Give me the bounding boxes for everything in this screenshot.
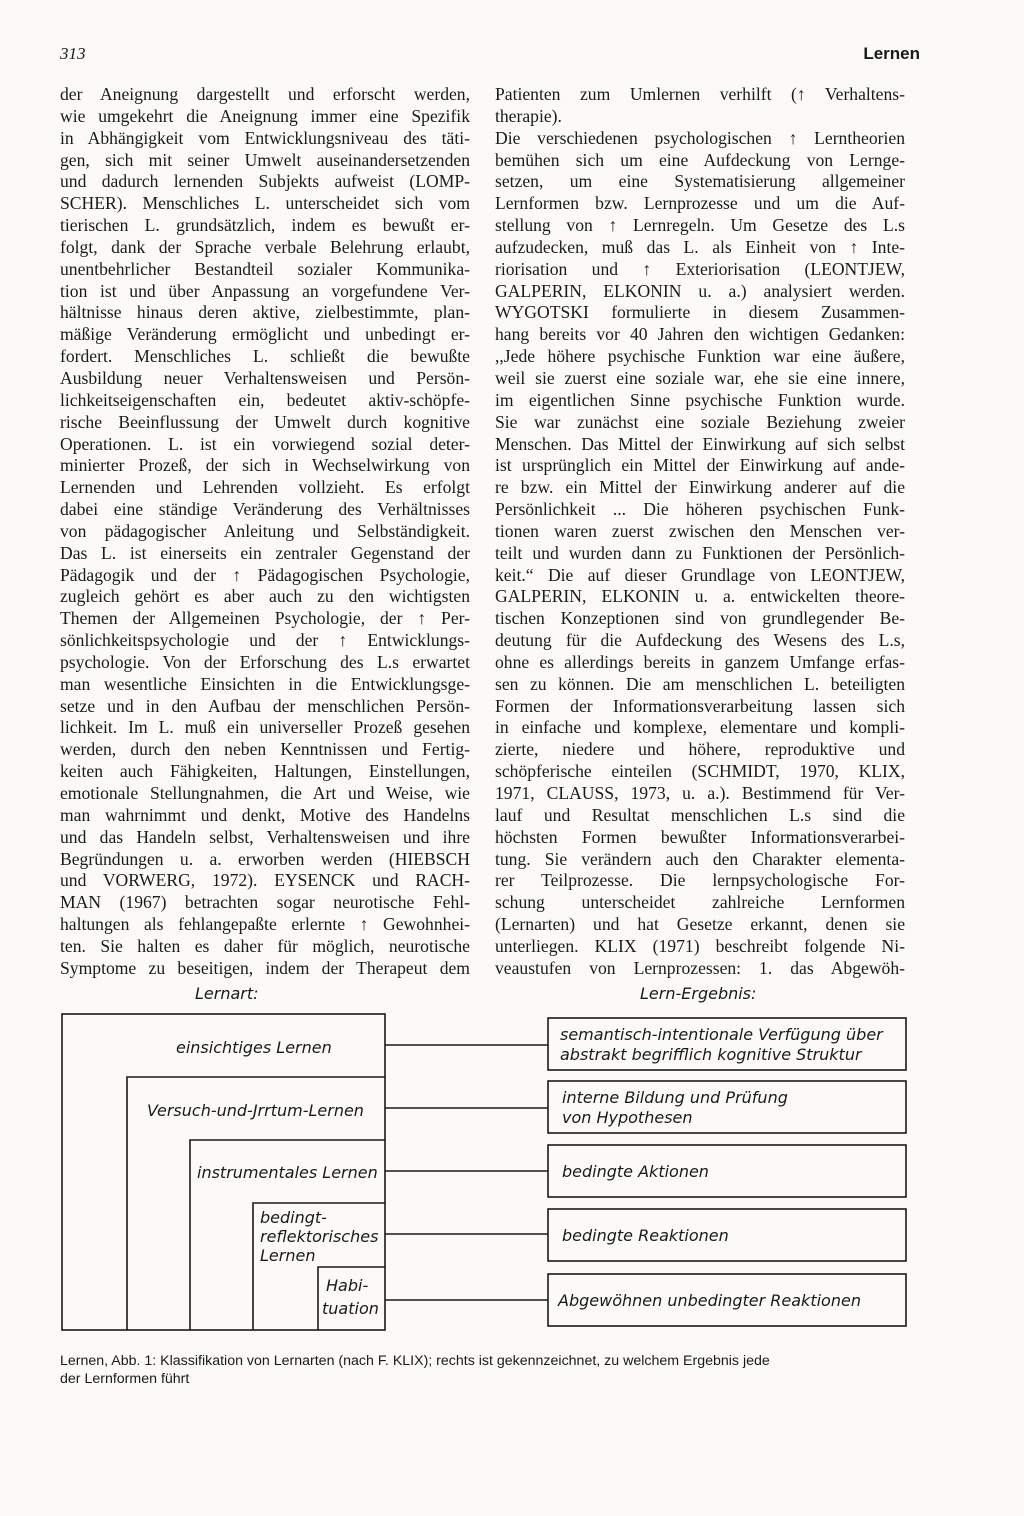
left-column-line: Themen der Allgemeinen Psychologie, der ↑ Per- [60, 608, 470, 629]
ergebnis-5-line-1: Abgewöhnen unbedingter Reaktionen [558, 1291, 861, 1310]
left-column-line: ten. Sie halten es daher für möglich, neurotische [60, 935, 470, 956]
caption-line-1: Lernen, Abb. 1: Klassifikation von Lernarten (nach F. KLIX); rechts ist gekennzeichnet, zu welchem Ergebnis jede [60, 1353, 770, 1369]
right-column-line: Menschen. Das Mittel der Einwirkung auf sich selbst [495, 433, 905, 454]
left-column-line: rische Beeinflussung der Umwelt durch kognitive [60, 411, 470, 432]
right-column-line: unterliegen. KLIX (1971) beschreibt folgende Ni- [495, 935, 905, 956]
right-column [495, 84, 905, 980]
page-number: 313 [60, 44, 86, 63]
left-column-line: Pädagogik und der ↑ Pädagogischen Psychologie, [60, 564, 470, 585]
right-column-line: hang bereits vor 40 Jahren den wichtigen Gedanken: [495, 324, 905, 345]
right-column-line: therapie). [495, 105, 562, 126]
right-column-line: setzen, um eine Systematisierung allgemeiner [495, 171, 905, 192]
ergebnis-1-line-2: abstrakt begrifflich kognitive Struktur [560, 1045, 862, 1064]
ergebnis-1-line-1: semantisch-intentionale Verfügung über [560, 1025, 883, 1044]
right-column-line: Sie war zunächst eine soziale Beziehung zweier [495, 411, 905, 432]
left-column-line: hältnisse hinaus deren aktive, zielbestimmte, plan- [60, 302, 470, 323]
right-column-line: lauf und Resultat menschlichen L.s sind die [495, 804, 905, 825]
caption-line-2: der Lernformen führt [60, 1371, 190, 1387]
lernart-3-line-1: instrumentales Lernen [197, 1163, 378, 1182]
right-column-line: aufzudecken, muß das L. als Einheit von ↑ Inte- [495, 236, 905, 257]
right-column-line: WYGOTSKI formulierte in diesem Zusammen- [495, 302, 905, 323]
left-column-line: minierter Prozeß, der sich in Wechselwirkung von [60, 455, 470, 476]
left-column-line: tion ist und über Anpassung an vorgefundene Ver- [60, 280, 470, 301]
left-column-line: von pädagogischer Anleitung und Selbständigkeit. [60, 520, 470, 541]
ergebnis-3-line-1: bedingte Aktionen [562, 1162, 709, 1181]
right-column-line: ist ursprünglich ein Mittel der Einwirkung auf ande- [495, 455, 905, 476]
right-column-line: bemühen sich um eine Aufdeckung von Lernge- [495, 149, 905, 170]
ergebnis-2-line-1: interne Bildung und Prüfung [562, 1088, 788, 1107]
lernart-4-line-3: Lernen [260, 1246, 316, 1265]
right-column-line: tischen Konzeptionen sind von grundlegender Be- [495, 608, 905, 629]
left-column-line: wie umgekehrt die Aneignung immer eine Spezifik [60, 105, 470, 126]
figure-caption [60, 1352, 940, 1388]
right-column-line: zierte, niedere und höhere, reproduktive und [495, 739, 905, 760]
lernarten-diagram [0, 980, 1024, 1360]
left-column-line: MAN (1967) betrachten sogar neurotische Fehl- [60, 892, 470, 913]
left-column-line: Operationen. L. ist ein vorwiegend sozial deter- [60, 433, 470, 454]
left-column-line: folgt, dank der Sprache verbale Belehrung erlaubt, [60, 236, 470, 257]
running-head: Lernen [863, 44, 920, 63]
right-column-line: ,,Jede höhere psychische Funktion war eine äußere, [495, 346, 905, 367]
right-column-line: Lernformen bzw. Lernprozesse und um die Auf- [495, 193, 905, 214]
left-column-line: lichkeit. Im L. muß ein universeller Prozeß gesehen [60, 717, 470, 738]
right-column-line: Patienten zum Umlernen verhilft (↑ Verhaltens- [495, 84, 905, 104]
left-column-line: und VORWERG, 1972). EYSENCK und RACH- [60, 870, 470, 891]
right-column-line: riorisation und ↑ Exteriorisation (LEONTJEW, [495, 258, 905, 279]
left-column-line: SCHER). Menschliches L. unterscheidet sich vom [60, 193, 470, 214]
left-column-line: Symptome zu beseitigen, indem der Therapeut dem [60, 957, 470, 978]
ergebnis-4-line-1: bedingte Reaktionen [562, 1226, 729, 1245]
left-column-line: und dadurch lernenden Subjekts aufweist (LOMP- [60, 171, 470, 192]
right-column-line: Formen der Informationsverarbeitung lassen sich [495, 695, 905, 716]
right-column-line: höchsten Formen bewußter Informationsverarbei- [495, 826, 905, 847]
left-column-line: psychologie. Von der Erforschung des L.s erwartet [60, 651, 470, 672]
right-column-line: Persönlichkeit ... Die höheren psychischen Funk- [495, 499, 905, 520]
right-column-line: rer Teilprozesse. Die lernpsychologische For- [495, 870, 905, 891]
left-column-line: Begründungen u. a. erworben werden (HIEBSCH [60, 848, 470, 869]
left-column-line: fordert. Menschliches L. schließt die bewußte [60, 346, 470, 367]
right-column-line: (Lernarten) und hat Gesetze erkannt, denen sie [495, 914, 905, 935]
left-column-line: dabei eine ständige Veränderung des Verhältnisses [60, 499, 470, 520]
left-column-line: sönlichkeitspsychologie und der ↑ Entwicklungs- [60, 630, 470, 651]
left-column-line: gen, sich mit seiner Umwelt auseinandersetzenden [60, 149, 470, 170]
header-lernart: Lernart: [195, 984, 259, 1003]
left-column-line: setze und in den Aufbau der menschlichen Persön- [60, 695, 470, 716]
right-column-line: ohne es allerdings bereits in ganzem Umfange erfas- [495, 651, 905, 672]
left-column-text [60, 84, 470, 980]
left-column-line: Ausbildung neuer Verhaltensweisen und Persön- [60, 367, 470, 388]
left-column-line: der Aneignung dargestellt und erforscht werden, [60, 84, 470, 104]
left-column-line: und das Handeln selbst, Verhaltensweisen und ihre [60, 826, 470, 847]
right-column-line: schung unterscheidet zahlreiche Lernformen [495, 892, 905, 913]
lernart-4-line-1: bedingt- [260, 1208, 327, 1227]
right-column-line: tionen waren zuerst zwischen den Menschen ver- [495, 520, 905, 541]
left-column-line: man wesentliche Einsichten in die Entwicklungsge- [60, 673, 470, 694]
right-column-line: deutung für die Aufdeckung des Wesens des L.s, [495, 630, 905, 651]
right-column-text [495, 84, 905, 980]
left-column-line: zugleich gehört es aber auch zu den wichtigsten [60, 586, 470, 607]
lernart-5-line-2: tuation [322, 1299, 379, 1318]
right-column-line: veaustufen von Lernprozessen: 1. das Abgewöh- [495, 957, 905, 978]
right-column-line: tung. Sie verändern auch den Charakter elementa- [495, 848, 905, 869]
ergebnis-2-line-2: von Hypothesen [562, 1108, 693, 1127]
right-column-line: 1971, CLAUSS, 1973, u. a.). Bestimmend für Ver- [495, 783, 905, 803]
left-column-line: lichkeitseigenschaften ein, bedeutet aktiv-schöpfe- [60, 389, 470, 410]
left-column-line: man wahrnimmt und denkt, Motive des Handelns [60, 804, 470, 825]
right-column-line: GALPERIN, ELKONIN u. a.) analysiert werden. [495, 280, 905, 301]
right-column-line: schöpferische einteilen (SCHMIDT, 1970, KLIX, [495, 761, 905, 782]
right-column-line: re bzw. ein Mittel der Einwirkung anderer auf die [495, 477, 905, 498]
right-column-line: weil sie zuerst eine soziale war, ehe sie eine innere, [495, 367, 905, 388]
lernart-4-line-2: reflektorisches [260, 1227, 379, 1246]
left-column-line: unentbehrlicher Bestandteil sozialer Kommunika- [60, 258, 470, 279]
lernart-1-line-1: einsichtiges Lernen [176, 1038, 332, 1057]
lernart-2-line-1: Versuch-und-Jrrtum-Lernen [147, 1101, 364, 1120]
left-column [60, 84, 470, 980]
right-column-line: im eigentlichen Sinne psychische Funktion wurde. [495, 389, 905, 410]
right-column-line: stellung von ↑ Lernregeln. Um Gesetze des L.s [495, 215, 905, 236]
left-column-line: keiten auch Fähigkeiten, Haltungen, Einstellungen, [60, 761, 470, 782]
diagram-svg [0, 980, 1024, 1360]
right-column-line: teilt und wurden dann zu Funktionen der Persönlich- [495, 542, 905, 563]
right-column-line: GALPERIN, ELKONIN u. a. entwickelten theore- [495, 586, 905, 607]
left-column-line: Lernenden und Lehrenden vollzieht. Es erfolgt [60, 477, 470, 498]
left-column-line: haltungen als fehlangepaßte erlernte ↑ Gewohnhei- [60, 914, 470, 935]
right-column-line: keit.“ Die auf dieser Grundlage von LEONTJEW, [495, 564, 905, 585]
right-column-line: sen zu können. Die am menschlichen L. beteiligten [495, 673, 905, 694]
left-column-line: tierischen L. grundsätzlich, indem es bewußt er- [60, 215, 470, 236]
header-ergebnis: Lern-Ergebnis: [640, 984, 757, 1003]
left-column-line: mäßige Veränderung ermöglicht und unbedingt er- [60, 324, 470, 345]
left-column-line: werden, durch den neben Kenntnissen und Fertig- [60, 739, 470, 760]
right-column-line: Die verschiedenen psychologischen ↑ Lerntheorien [495, 127, 905, 148]
left-column-line: emotionale Stellungnahmen, die Art und Weise, wie [60, 783, 470, 803]
left-column-line: in Abhängigkeit vom Entwicklungsniveau des täti- [60, 127, 470, 148]
right-column-line: in einfache und komplexe, elementare und kompli- [495, 717, 905, 738]
left-column-line: Das L. ist einerseits ein zentraler Gegenstand der [60, 542, 470, 563]
lernart-5-line-1: Habi- [326, 1276, 369, 1295]
